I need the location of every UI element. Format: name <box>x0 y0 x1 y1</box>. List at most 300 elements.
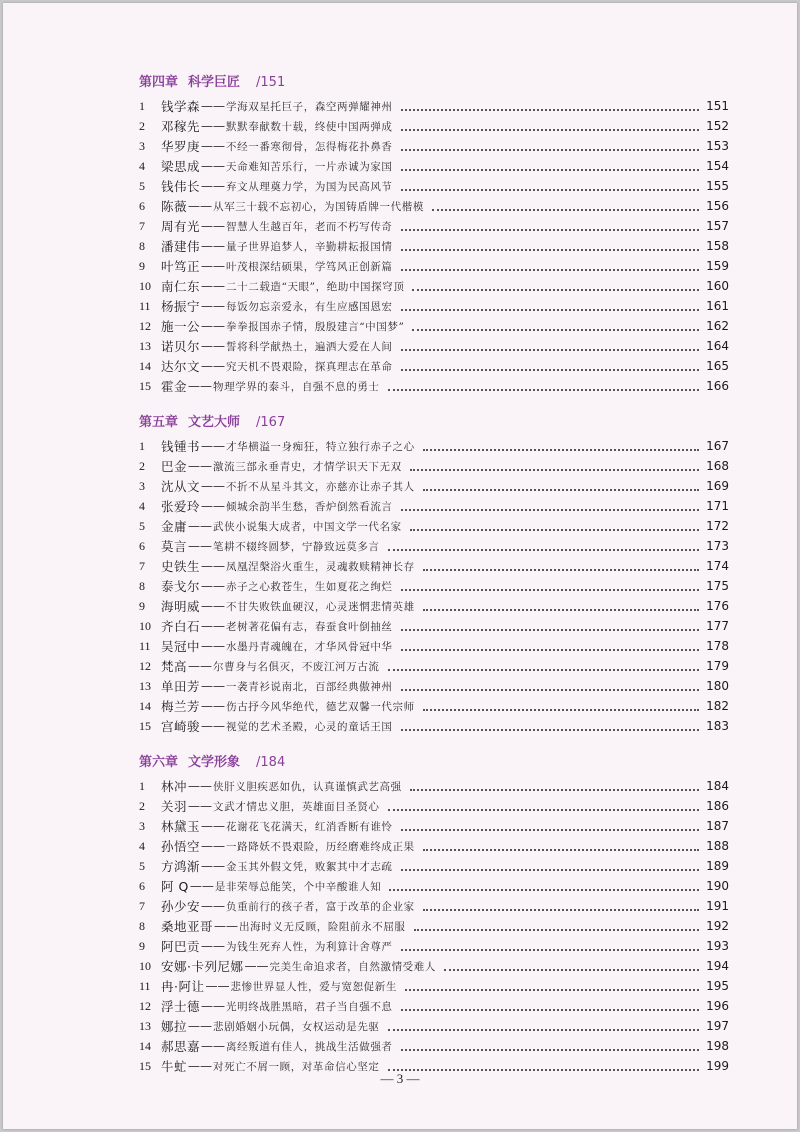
entry-page-number: 151 <box>706 99 729 113</box>
entry-page-number: 173 <box>706 539 729 553</box>
chapter-page: /151 <box>256 75 286 90</box>
entry-name: 杨振宁 <box>161 299 201 314</box>
entry-name: 宫崎骏 <box>161 719 201 734</box>
entry-description: 从军三十载不忘初心，为国铸盾牌一代楷模 <box>213 200 424 213</box>
em-dash-separator: —— <box>201 839 226 853</box>
toc-entry[interactable] <box>139 576 729 596</box>
entry-page-number: 186 <box>706 799 729 813</box>
entry-name: 叶笃正 <box>161 259 201 274</box>
entry-name: 陈薇 <box>161 199 188 214</box>
entry-page-number: 191 <box>706 899 729 913</box>
entry-number: 15 <box>139 718 151 733</box>
entry-page-number: 194 <box>706 959 729 973</box>
entry-name: 达尔文 <box>161 359 201 374</box>
entry-number: 6 <box>139 878 145 893</box>
toc-entry[interactable] <box>139 696 729 716</box>
entry-page-number: 153 <box>706 139 729 153</box>
entry-number: 12 <box>139 658 151 673</box>
dot-leader <box>401 109 699 111</box>
dot-leader <box>423 569 699 571</box>
dot-leader <box>388 389 699 391</box>
dot-leader <box>388 549 699 551</box>
dot-leader <box>410 529 699 531</box>
entry-page-number: 192 <box>706 919 729 933</box>
entry-number: 13 <box>139 678 151 693</box>
em-dash-separator: —— <box>188 459 213 473</box>
entry-page-number: 197 <box>706 1019 729 1033</box>
entry-description: 完美生命追求者，自然激情受难人 <box>269 960 436 973</box>
entry-description: 离经叛道有佳人，挑战生活做强者 <box>226 1040 393 1053</box>
dot-leader <box>401 129 699 131</box>
entry-number: 7 <box>139 218 145 233</box>
em-dash-separator: —— <box>201 359 226 373</box>
toc-entry[interactable] <box>139 676 729 696</box>
em-dash-separator: —— <box>201 619 226 633</box>
entry-number: 9 <box>139 598 145 613</box>
entry-number: 4 <box>139 498 145 513</box>
em-dash-separator: —— <box>205 979 230 993</box>
entry-page-number: 158 <box>706 239 729 253</box>
toc-entry[interactable] <box>139 816 729 836</box>
toc-entry[interactable] <box>139 896 729 916</box>
toc-entry[interactable] <box>139 156 729 176</box>
em-dash-separator: —— <box>201 479 226 493</box>
toc-entry[interactable] <box>139 436 729 456</box>
dot-leader <box>388 669 699 671</box>
em-dash-separator: —— <box>201 679 226 693</box>
entry-description: 笔耕不辍终圆梦，宁静致远莫多言 <box>213 540 380 553</box>
em-dash-separator: —— <box>188 1019 213 1033</box>
chapter-label: 第六章 <box>139 755 179 770</box>
dot-leader <box>423 489 699 491</box>
entry-page-number: 190 <box>706 879 729 893</box>
em-dash-separator: —— <box>188 1059 213 1073</box>
chapter-title: 科学巨匠 <box>188 75 241 90</box>
entry-name: 孙少安 <box>161 899 201 914</box>
entry-page-number: 162 <box>706 319 729 333</box>
entry-page-number: 172 <box>706 519 729 533</box>
dot-leader <box>410 469 699 471</box>
entry-number: 1 <box>139 98 145 113</box>
em-dash-separator: —— <box>201 499 226 513</box>
toc-entry[interactable] <box>139 636 729 656</box>
dot-leader <box>401 509 699 511</box>
toc-entry[interactable] <box>139 116 729 136</box>
entry-number: 1 <box>139 778 145 793</box>
entry-name: 桑地亚哥 <box>161 919 214 934</box>
entry-page-number: 189 <box>706 859 729 873</box>
em-dash-separator: —— <box>201 259 226 273</box>
toc-entry[interactable] <box>139 376 729 396</box>
entry-page-number: 179 <box>706 659 729 673</box>
em-dash-separator: —— <box>244 959 269 973</box>
toc-entry[interactable] <box>139 616 729 636</box>
entry-description: 花谢花飞花满天，红消香断有谁怜 <box>226 820 393 833</box>
dot-leader <box>401 869 699 871</box>
dot-leader <box>444 969 699 971</box>
em-dash-separator: —— <box>201 299 226 313</box>
toc-entry[interactable] <box>139 1036 729 1056</box>
em-dash-separator: —— <box>201 899 226 913</box>
toc-entry[interactable] <box>139 856 729 876</box>
dot-leader <box>401 349 699 351</box>
entry-page-number: 171 <box>706 499 729 513</box>
entry-description: 才华横溢一身痴狂，特立独行赤子之心 <box>226 440 415 453</box>
toc-entry[interactable] <box>139 796 729 816</box>
entry-description: 一路降妖不畏艰险，历经磨难终成正果 <box>226 840 415 853</box>
entry-description: 侠肝义胆疾恶如仇，认真谨慎武艺高强 <box>213 780 402 793</box>
entry-number: 10 <box>139 618 151 633</box>
em-dash-separator: —— <box>201 319 226 333</box>
entry-name: 海明威 <box>161 599 201 614</box>
toc-entry[interactable] <box>139 96 729 116</box>
entry-name: 梵高 <box>161 659 188 674</box>
toc-entry[interactable] <box>139 176 729 196</box>
entry-description: 拳拳报国赤子情，殷殷建言“中国梦” <box>226 320 405 333</box>
entry-name: 单田芳 <box>161 679 201 694</box>
dot-leader <box>401 189 699 191</box>
em-dash-separator: —— <box>201 159 226 173</box>
toc-entry[interactable] <box>139 136 729 156</box>
chapter-heading <box>139 413 729 433</box>
chapter-label: 第五章 <box>139 415 179 430</box>
dot-leader <box>401 229 699 231</box>
entry-page-number: 169 <box>706 479 729 493</box>
entry-description: 一袭青衫说南北，百部经典傲神州 <box>226 680 393 693</box>
entry-description: 不甘失败铁血硬汉，心灵迷惘悲情英雄 <box>226 600 415 613</box>
entry-number: 5 <box>139 518 145 533</box>
entry-description: 不折不从星斗其文，亦慈亦让赤子其人 <box>226 480 415 493</box>
dot-leader <box>423 849 699 851</box>
entry-name: 娜拉 <box>161 1019 188 1034</box>
entry-name: 莫言 <box>161 539 188 554</box>
toc-entry[interactable] <box>139 996 729 1016</box>
entry-page-number: 161 <box>706 299 729 313</box>
em-dash-separator: —— <box>201 559 226 573</box>
entry-number: 14 <box>139 1038 151 1053</box>
toc-entry[interactable] <box>139 656 729 676</box>
entry-description: 究天机不畏艰险，探真理志在革命 <box>226 360 393 373</box>
entry-name: 浮士德 <box>161 999 201 1014</box>
chapter-heading <box>139 753 729 773</box>
entry-name: 金庸 <box>161 519 188 534</box>
dot-leader <box>412 289 699 291</box>
entry-name: 华罗庚 <box>161 139 201 154</box>
entry-page-number: 174 <box>706 559 729 573</box>
entry-name: 齐白石 <box>161 619 201 634</box>
entry-number: 6 <box>139 198 145 213</box>
em-dash-separator: —— <box>201 819 226 833</box>
chapter-title: 文艺大师 <box>188 415 241 430</box>
entry-name: 潘建伟 <box>161 239 201 254</box>
entry-description: 悲惨世界显人性，爱与宽恕促新生 <box>230 980 397 993</box>
entry-number: 7 <box>139 558 145 573</box>
entry-name: 邓稼先 <box>161 119 201 134</box>
toc-entry[interactable] <box>139 516 729 536</box>
toc-entry[interactable] <box>139 196 729 216</box>
toc-entry[interactable] <box>139 776 729 796</box>
entry-number: 5 <box>139 178 145 193</box>
dot-leader <box>401 249 699 251</box>
em-dash-separator: —— <box>188 199 213 213</box>
entry-number: 14 <box>139 358 151 373</box>
em-dash-separator: —— <box>201 119 226 133</box>
entry-description: 出海时义无反顾，险阻前永不屈服 <box>239 920 406 933</box>
entry-name: 泰戈尔 <box>161 579 201 594</box>
entry-name: 诺贝尔 <box>161 339 201 354</box>
entry-name: 安娜·卡列尼娜 <box>161 959 244 974</box>
entry-description: 物理学界的泰斗，自强不息的勇士 <box>213 380 380 393</box>
entry-number: 8 <box>139 918 145 933</box>
dot-leader <box>401 829 699 831</box>
entry-name: 郝思嘉 <box>161 1039 201 1054</box>
em-dash-separator: —— <box>188 379 213 393</box>
toc-entry[interactable] <box>139 296 729 316</box>
em-dash-separator: —— <box>188 539 213 553</box>
toc-entry[interactable] <box>139 536 729 556</box>
entry-page-number: 195 <box>706 979 729 993</box>
entry-page-number: 182 <box>706 699 729 713</box>
entry-number: 12 <box>139 998 151 1013</box>
entry-number: 15 <box>139 378 151 393</box>
table-of-contents <box>139 73 729 1076</box>
entry-description: 悲剧婚姻小玩偶，女权运动是先驱 <box>213 1020 380 1033</box>
toc-entry[interactable] <box>139 1016 729 1036</box>
entry-page-number: 199 <box>706 1059 729 1073</box>
entry-number: 3 <box>139 818 145 833</box>
entry-number: 4 <box>139 158 145 173</box>
entry-number: 2 <box>139 798 145 813</box>
entry-page-number: 168 <box>706 459 729 473</box>
entry-description: 武侠小说集大成者，中国文学一代名家 <box>213 520 402 533</box>
em-dash-separator: —— <box>201 699 226 713</box>
entry-number: 9 <box>139 258 145 273</box>
toc-entry[interactable] <box>139 256 729 276</box>
dot-leader <box>401 1009 699 1011</box>
dot-leader <box>423 909 699 911</box>
entry-name: 钱锺书 <box>161 439 201 454</box>
chapter-label: 第四章 <box>139 75 179 90</box>
toc-entry[interactable] <box>139 356 729 376</box>
entry-name: 张爱玲 <box>161 499 201 514</box>
entry-description: 不经一番寒彻骨，怎得梅花扑鼻香 <box>226 140 393 153</box>
page-number: — 3 — <box>380 1071 420 1086</box>
entry-number: 11 <box>139 638 151 653</box>
toc-entry[interactable] <box>139 336 729 356</box>
dot-leader <box>401 689 699 691</box>
entry-name: 方鸿渐 <box>161 859 201 874</box>
entry-description: 叶茂根深结硕果，学笃风正创新篇 <box>226 260 393 273</box>
toc-entry[interactable] <box>139 976 729 996</box>
entry-page-number: 167 <box>706 439 729 453</box>
entry-description: 伤古抒今风华绝代，德艺双馨一代宗师 <box>226 700 415 713</box>
entry-description: 默默奉献数十载，终使中国两弹成 <box>226 120 393 133</box>
entry-number: 3 <box>139 478 145 493</box>
entry-page-number: 193 <box>706 939 729 953</box>
toc-entry[interactable] <box>139 476 729 496</box>
page <box>3 3 797 1129</box>
entry-page-number: 152 <box>706 119 729 133</box>
entry-description: 视觉的艺术圣殿，心灵的童话王国 <box>226 720 393 733</box>
em-dash-separator: —— <box>201 719 226 733</box>
entry-description: 学海双星托巨子，森空两弹耀神州 <box>226 100 393 113</box>
entry-description: 智慧人生越百年，老而不朽写传奇 <box>226 220 393 233</box>
dot-leader <box>388 809 699 811</box>
entry-description: 负重前行的孩子者，富于改革的企业家 <box>226 900 415 913</box>
entry-number: 9 <box>139 938 145 953</box>
entry-name: 史铁生 <box>161 559 201 574</box>
entry-description: 是非荣辱总能笑，个中辛酸谁人知 <box>214 880 382 893</box>
entry-number: 13 <box>139 338 151 353</box>
entry-number: 7 <box>139 898 145 913</box>
entry-description: 凤凰涅槃浴火重生，灵魂救赎精神长存 <box>226 560 415 573</box>
entry-name: 孙悟空 <box>161 839 201 854</box>
dot-leader <box>423 709 699 711</box>
entry-description: 光明终战胜黑暗，君子当自强不息 <box>226 1000 393 1013</box>
em-dash-separator: —— <box>201 99 226 113</box>
toc-entry[interactable] <box>139 836 729 856</box>
toc-entry[interactable] <box>139 496 729 516</box>
entry-page-number: 176 <box>706 599 729 613</box>
entry-name: 巴金 <box>161 459 188 474</box>
entry-page-number: 183 <box>706 719 729 733</box>
entry-name: 霍金 <box>161 379 188 394</box>
em-dash-separator: —— <box>201 579 226 593</box>
entry-number: 10 <box>139 278 151 293</box>
dot-leader <box>414 929 699 931</box>
entry-name: 关羽 <box>161 799 188 814</box>
entry-name: 南仁东 <box>161 279 201 294</box>
dot-leader <box>401 269 699 271</box>
dot-leader <box>401 369 699 371</box>
entry-number: 3 <box>139 138 145 153</box>
em-dash-separator: —— <box>201 1039 226 1053</box>
em-dash-separator: —— <box>201 139 226 153</box>
entry-page-number: 154 <box>706 159 729 173</box>
entry-page-number: 187 <box>706 819 729 833</box>
entry-description: 天命难知苦乐行，一片赤诚为家国 <box>226 160 393 173</box>
chapter-title: 文学形象 <box>188 755 241 770</box>
entry-number: 12 <box>139 318 151 333</box>
entry-number: 11 <box>139 298 151 313</box>
entry-number: 8 <box>139 578 145 593</box>
entry-page-number: 160 <box>706 279 729 293</box>
entry-number: 10 <box>139 958 151 973</box>
entry-name: 阿 Q <box>161 879 189 894</box>
chapter-page: /184 <box>256 755 286 770</box>
dot-leader <box>405 989 699 991</box>
entry-description: 文武才情忠义胆，英雄面目圣贤心 <box>213 800 380 813</box>
entry-name: 吴冠中 <box>161 639 201 654</box>
entry-page-number: 184 <box>706 779 729 793</box>
entry-page-number: 178 <box>706 639 729 653</box>
dot-leader <box>423 609 699 611</box>
entry-name: 牛虻 <box>161 1059 188 1074</box>
entry-page-number: 155 <box>706 179 729 193</box>
toc-entry[interactable] <box>139 956 729 976</box>
dot-leader <box>388 1029 699 1031</box>
entry-page-number: 198 <box>706 1039 729 1053</box>
entry-description: 每饭勿忘亲爱永，有生应感国恩宏 <box>226 300 393 313</box>
toc-entry[interactable] <box>139 236 729 256</box>
entry-name: 钱伟长 <box>161 179 201 194</box>
dot-leader <box>410 789 699 791</box>
toc-entry[interactable] <box>139 456 729 476</box>
entry-number: 4 <box>139 838 145 853</box>
entry-description: 水墨丹青魂魄在，才华风骨冠中华 <box>226 640 393 653</box>
entry-name: 周有光 <box>161 219 201 234</box>
entry-page-number: 165 <box>706 359 729 373</box>
entry-page-number: 180 <box>706 679 729 693</box>
em-dash-separator: —— <box>214 919 239 933</box>
toc-entry[interactable] <box>139 216 729 236</box>
entry-name: 钱学森 <box>161 99 201 114</box>
entry-description: 倾城余韵半生愁，香炉倒然看流言 <box>226 500 393 513</box>
entry-name: 林黛玉 <box>161 819 201 834</box>
entry-page-number: 166 <box>706 379 729 393</box>
dot-leader <box>389 889 699 891</box>
toc-entry[interactable] <box>139 716 729 736</box>
entry-number: 8 <box>139 238 145 253</box>
entry-description: 激流三部永垂青史，才情学识天下无双 <box>213 460 402 473</box>
entry-description: 对死亡不屑一顾，对革命信心坚定 <box>213 1060 380 1073</box>
chapter-page: /167 <box>256 415 286 430</box>
entry-page-number: 196 <box>706 999 729 1013</box>
entry-number: 6 <box>139 538 145 553</box>
toc-entry[interactable] <box>139 916 729 936</box>
toc-entry[interactable] <box>139 556 729 576</box>
entry-page-number: 188 <box>706 839 729 853</box>
toc-entry[interactable] <box>139 316 729 336</box>
toc-entry[interactable] <box>139 936 729 956</box>
entry-description: 赤子之心救苍生，生如夏花之绚烂 <box>226 580 393 593</box>
em-dash-separator: —— <box>201 279 226 293</box>
entry-name: 沈从文 <box>161 479 201 494</box>
dot-leader <box>401 649 699 651</box>
entry-number: 2 <box>139 458 145 473</box>
entry-page-number: 164 <box>706 339 729 353</box>
em-dash-separator: —— <box>201 239 226 253</box>
em-dash-separator: —— <box>188 779 213 793</box>
dot-leader <box>401 1049 699 1051</box>
entry-number: 5 <box>139 858 145 873</box>
dot-leader <box>401 629 699 631</box>
entry-name: 施一公 <box>161 319 201 334</box>
dot-leader <box>432 209 699 211</box>
entry-description: 金玉其外假文凭，败絮其中才志疏 <box>226 860 393 873</box>
entry-name: 阿巴贡 <box>161 939 201 954</box>
em-dash-separator: —— <box>201 219 226 233</box>
em-dash-separator: —— <box>201 639 226 653</box>
dot-leader <box>401 169 699 171</box>
chapter-heading <box>139 73 729 93</box>
entry-page-number: 177 <box>706 619 729 633</box>
entry-number: 15 <box>139 1058 151 1073</box>
entry-description: 为钱生死弃人性，为利算计舍尊严 <box>226 940 393 953</box>
dot-leader <box>401 949 699 951</box>
entry-description: 誓将科学献热土，遍洒大爱在人间 <box>226 340 393 353</box>
entry-number: 13 <box>139 1018 151 1033</box>
entry-description: 尔曹身与名俱灭，不废江河万古流 <box>213 660 380 673</box>
toc-entry[interactable] <box>139 876 729 896</box>
entry-number: 1 <box>139 438 145 453</box>
em-dash-separator: —— <box>201 439 226 453</box>
dot-leader <box>423 449 699 451</box>
em-dash-separator: —— <box>201 599 226 613</box>
toc-entry[interactable] <box>139 276 729 296</box>
em-dash-separator: —— <box>188 659 213 673</box>
toc-entry[interactable] <box>139 596 729 616</box>
